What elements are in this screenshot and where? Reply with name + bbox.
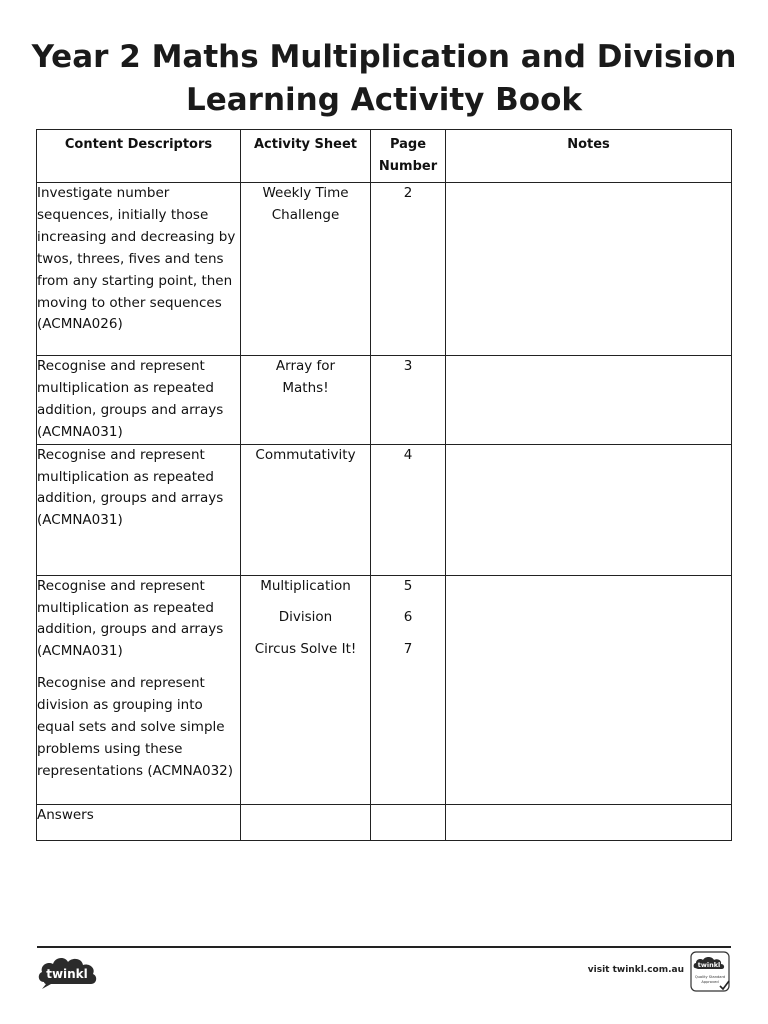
activity-cell (241, 183, 371, 356)
header-page-line2: Number (378, 159, 438, 174)
table-row (37, 356, 732, 445)
page-number: 7 (403, 641, 413, 657)
logo-text: twinkl (46, 967, 88, 981)
table-row (37, 804, 732, 840)
activity-name: Multiplication (260, 577, 351, 594)
page-number: 2 (403, 185, 413, 201)
descriptor-text: Investigate number sequences, initially those increasing and decreasing by twos, threes, fives and tens from any starting point, then moving to other sequences (ACMNA026) (37, 185, 236, 333)
header-activity-sheet: Activity Sheet (241, 130, 371, 183)
twinkl-cloud-logo-icon[interactable] (36, 952, 100, 992)
activity-cell (241, 804, 371, 840)
descriptor-cell (37, 575, 241, 804)
activity-name: Weekly Time Challenge (262, 185, 349, 223)
badge-line-2: Approved (701, 980, 719, 984)
activity-cell (241, 444, 371, 575)
descriptor-cell (37, 356, 241, 445)
page-number: 4 (403, 446, 413, 463)
activity-name: Division (278, 609, 333, 626)
answers-label: Answers (37, 806, 94, 823)
page-cell (371, 356, 446, 445)
page-number: 3 (403, 358, 413, 374)
descriptor-cell (37, 804, 241, 840)
notes-cell[interactable] (446, 356, 732, 445)
page-title (0, 36, 768, 122)
header-page-line1: Page (389, 137, 427, 152)
table-header-row (37, 130, 732, 183)
descriptor-text: Recognise and represent multiplication as repeated addition, groups and arrays (ACMNA031) (37, 358, 224, 440)
page-cell (371, 804, 446, 840)
descriptor-cell (37, 183, 241, 356)
badge-brand-text: twinkl (697, 961, 721, 969)
title-line-2: Learning Activity Book (185, 82, 583, 118)
activity-name: Circus Solve It! (254, 641, 357, 657)
header-page-number (371, 130, 446, 183)
page-cell (371, 575, 446, 804)
descriptor-text: Recognise and represent division as grouping into equal sets and solve simple problems using these representations (ACMNA032) (37, 675, 234, 779)
table-row (37, 444, 732, 575)
descriptor-cell (37, 444, 241, 575)
descriptor-text: Recognise and represent multiplication as repeated addition, groups and arrays (ACMNA031) (37, 577, 224, 660)
activity-name: Commutativity (255, 446, 356, 463)
table-row (37, 575, 732, 804)
activity-table (36, 129, 732, 841)
descriptor-text: Recognise and represent multiplication as repeated addition, groups and arrays (ACMNA031) (37, 446, 224, 529)
table-row (37, 183, 732, 356)
title-line-1: Year 2 Maths Multiplication and Division (31, 39, 737, 75)
activity-cell (241, 575, 371, 804)
notes-cell[interactable] (446, 444, 732, 575)
quality-standard-badge-icon (690, 951, 731, 993)
badge-line-1: Quality Standard (694, 975, 726, 979)
visit-link[interactable]: visit twinkl.com.au (587, 965, 684, 975)
page-number: 5 (403, 577, 413, 594)
page-number: 6 (403, 609, 413, 626)
activity-name: Array for Maths! (275, 358, 336, 396)
page-cell (371, 444, 446, 575)
footer-divider (37, 946, 731, 948)
header-content-descriptors: Content Descriptors (37, 130, 241, 183)
notes-cell[interactable] (446, 575, 732, 804)
page-cell (371, 183, 446, 356)
activity-cell (241, 356, 371, 445)
notes-cell[interactable] (446, 183, 732, 356)
header-notes: Notes (446, 130, 732, 183)
notes-cell[interactable] (446, 804, 732, 840)
